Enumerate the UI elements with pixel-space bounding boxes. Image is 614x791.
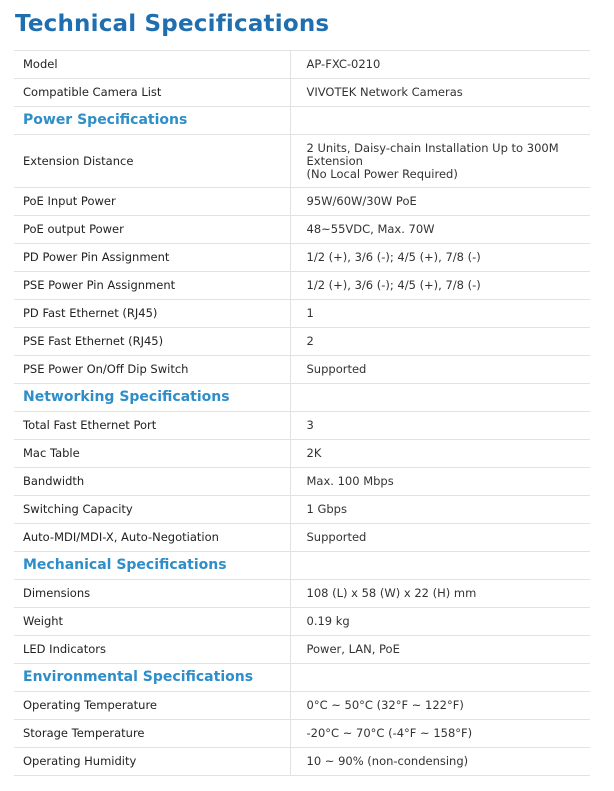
spec-label: PoE output Power <box>14 216 290 244</box>
spec-value: Supported <box>290 524 590 552</box>
spec-row <box>14 636 590 664</box>
spec-label: PD Fast Ethernet (RJ45) <box>14 300 290 328</box>
spec-row <box>14 51 590 79</box>
spec-row <box>14 328 590 356</box>
spec-label: Extension Distance <box>14 135 290 188</box>
spec-row <box>14 496 590 524</box>
spec-label: Dimensions <box>14 580 290 608</box>
spec-row <box>14 440 590 468</box>
spec-value: 48~55VDC, Max. 70W <box>290 216 590 244</box>
spec-row <box>14 272 590 300</box>
spec-value: 1/2 (+), 3/6 (-); 4/5 (+), 7/8 (-) <box>290 272 590 300</box>
spec-label: Operating Temperature <box>14 692 290 720</box>
section-title: Power Specifications <box>14 107 290 135</box>
section-header-row <box>14 664 590 692</box>
spec-row <box>14 524 590 552</box>
spec-value: -20°C ~ 70°C (-4°F ~ 158°F) <box>290 720 590 748</box>
spec-label: Auto-MDI/MDI-X, Auto-Negotiation <box>14 524 290 552</box>
section-title: Environmental Specifications <box>14 664 290 692</box>
spec-label: Model <box>14 51 290 79</box>
section-spacer-cell <box>290 384 590 412</box>
section-spacer-cell <box>290 664 590 692</box>
spec-value: 10 ~ 90% (non-condensing) <box>290 748 590 776</box>
spec-label: PSE Power On/Off Dip Switch <box>14 356 290 384</box>
spec-row <box>14 356 590 384</box>
spec-row <box>14 692 590 720</box>
spec-row <box>14 188 590 216</box>
spec-value: 108 (L) x 58 (W) x 22 (H) mm <box>290 580 590 608</box>
spec-label: LED Indicators <box>14 636 290 664</box>
spec-value: Power, LAN, PoE <box>290 636 590 664</box>
spec-row <box>14 412 590 440</box>
spec-value: 2 <box>290 328 590 356</box>
spec-value: 0.19 kg <box>290 608 590 636</box>
section-header-row <box>14 384 590 412</box>
spec-row <box>14 748 590 776</box>
spec-label: Operating Humidity <box>14 748 290 776</box>
spec-label: Switching Capacity <box>14 496 290 524</box>
spec-row <box>14 135 590 188</box>
spec-row <box>14 720 590 748</box>
spec-row <box>14 244 590 272</box>
spec-label: PD Power Pin Assignment <box>14 244 290 272</box>
spec-value: Supported <box>290 356 590 384</box>
spec-label: Weight <box>14 608 290 636</box>
spec-label: Compatible Camera List <box>14 79 290 107</box>
spec-row <box>14 608 590 636</box>
spec-table-body <box>14 51 590 776</box>
spec-table <box>14 50 590 776</box>
spec-value: 95W/60W/30W PoE <box>290 188 590 216</box>
spec-value: 2 Units, Daisy-chain Installation Up to 300M Extension (No Local Power Required) <box>290 135 590 188</box>
spec-label: Mac Table <box>14 440 290 468</box>
spec-row <box>14 300 590 328</box>
section-spacer-cell <box>290 107 590 135</box>
section-header-row <box>14 107 590 135</box>
spec-label: PSE Power Pin Assignment <box>14 272 290 300</box>
spec-label: Total Fast Ethernet Port <box>14 412 290 440</box>
spec-label: Storage Temperature <box>14 720 290 748</box>
spec-value: 1 <box>290 300 590 328</box>
section-header-row <box>14 552 590 580</box>
spec-label: PoE Input Power <box>14 188 290 216</box>
spec-value: 2K <box>290 440 590 468</box>
spec-row <box>14 580 590 608</box>
spec-value: 1 Gbps <box>290 496 590 524</box>
spec-value: VIVOTEK Network Cameras <box>290 79 590 107</box>
spec-row <box>14 216 590 244</box>
spec-row <box>14 79 590 107</box>
spec-value: 1/2 (+), 3/6 (-); 4/5 (+), 7/8 (-) <box>290 244 590 272</box>
section-title: Networking Specifications <box>14 384 290 412</box>
spec-value: AP-FXC-0210 <box>290 51 590 79</box>
spec-row <box>14 468 590 496</box>
spec-label: PSE Fast Ethernet (RJ45) <box>14 328 290 356</box>
spec-label: Bandwidth <box>14 468 290 496</box>
spec-value: Max. 100 Mbps <box>290 468 590 496</box>
spec-value: 3 <box>290 412 590 440</box>
section-title: Mechanical Specifications <box>14 552 290 580</box>
spec-value: 0°C ~ 50°C (32°F ~ 122°F) <box>290 692 590 720</box>
page-title: Technical Specifications <box>15 11 330 37</box>
section-spacer-cell <box>290 552 590 580</box>
